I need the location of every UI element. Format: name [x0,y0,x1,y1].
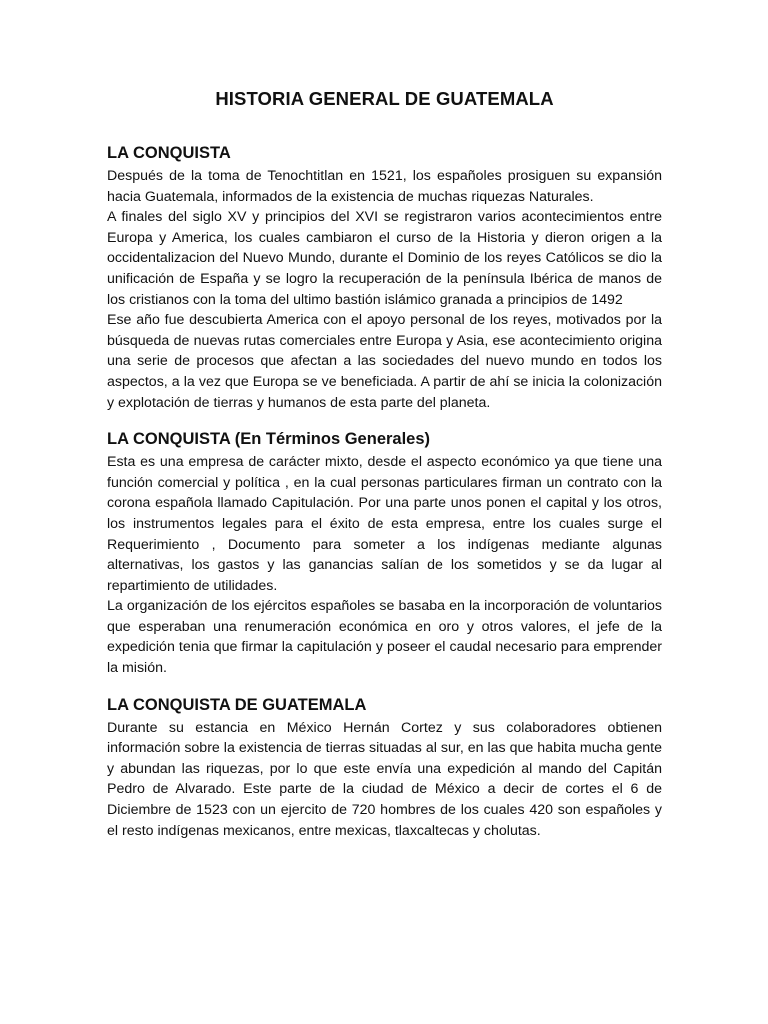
paragraph: Ese año fue descubierta America con el apoyo personal de los reyes, motivados por la búsqueda de nuevas rutas comerciales entre Europa y Asia, ese acontecimiento origina una serie de procesos que afectan a las sociedades del nuevo mundo en todos los aspectos, a la vez que Europa se ve beneficiada. A partir de ahí se inicia la colonización y explotación de tierras y humanos de esta parte del planeta. [107,312,662,411]
section-heading: LA CONQUISTA DE GUATEMALA [107,695,367,714]
section-la-conquista [107,144,662,413]
paragraph: A finales del siglo XV y principios del XVI se registraron varios acontecimientos entre Europa y America, los cuales cambiaron el curso de la Historia y dieron origen a la occidentalizacion del Nuevo Mundo, durante el Dominio de los reyes Católicos se dio la unificación de España y se logro la recuperación de la península Ibérica de manos de los cristianos con la toma del ultimo bastión islámico granada a principios de 1492 [107,209,662,308]
section-terminos-generales [107,430,662,679]
paragraph: La organización de los ejércitos españoles se basaba en la incorporación de voluntarios que esperaban una renumeración económica en oro y otros valores, el jefe de la expedición tenia que firmar la capitulación y poseer el caudal necesario para emprender la misión. [107,598,662,677]
paragraph: Esta es una empresa de carácter mixto, desde el aspecto económico ya que tiene una función comercial y política , en la cual personas particulares firman un contrato con la corona española llamado Capitulación. Por una parte unos ponen el capital y los otros, los instrumentos legales para el éxito de esta empresa, entre los cuales surge el Requerimiento , Documento para someter a los indígenas mediante algunas alternativas, los gastos y las ganancias salían de los sometidos y se da lugar al repartimiento de utilidades. [107,454,662,594]
paragraph: Durante su estancia en México Hernán Cortez y sus colaboradores obtienen información sobre la existencia de tierras situadas al sur, en las que habita mucha gente y abundan las riquezas, por lo que este envía una expedición al mando del Capitán Pedro de Alvarado. Este parte de la ciudad de México a decir de cortes el 6 de Diciembre de 1523 con un ejercito de 720 hombres de los cuales 420 son españoles y el resto indígenas mexicanos, entre mexicas, tlaxcaltecas y cholutas. [107,719,662,839]
paragraph: Después de la toma de Tenochtitlan en 1521, los españoles prosiguen su expansión hacia Guatemala, informados de la existencia de muchas riquezas Naturales. [107,168,662,205]
section-conquista-guatemala [107,696,662,842]
document-title: HISTORIA GENERAL DE GUATEMALA [215,88,554,109]
section-heading: LA CONQUISTA (En Términos Generales) [107,430,431,449]
section-heading: LA CONQUISTA [107,144,231,162]
